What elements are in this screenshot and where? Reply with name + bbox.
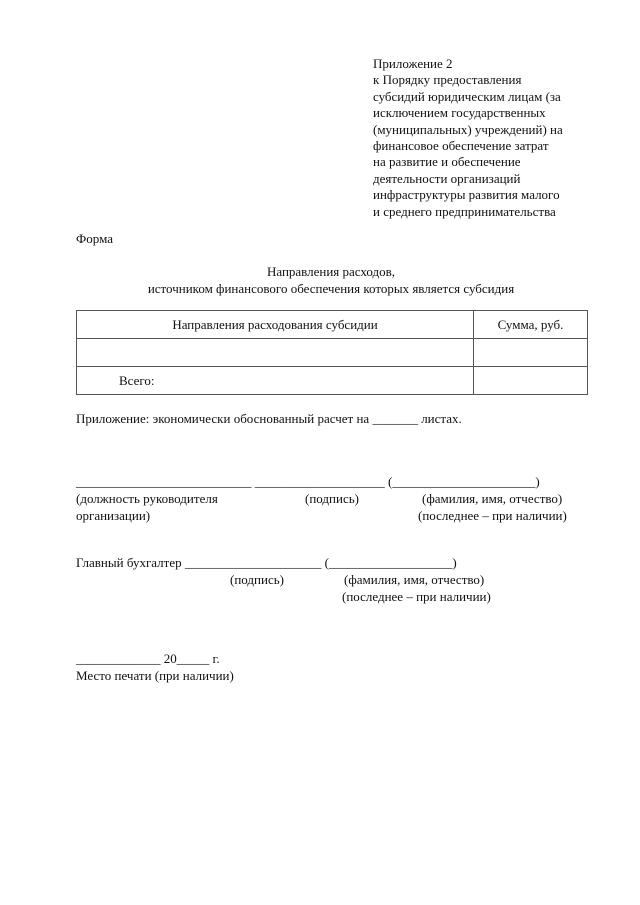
- appendix-line: субсидий юридическим лицам (за: [373, 88, 561, 104]
- attachment-note: Приложение: экономически обоснованный расчет на _______ листах.: [76, 411, 462, 426]
- total-amount-cell[interactable]: [474, 367, 588, 395]
- organization-label: организации): [76, 508, 151, 523]
- appendix-line: (муниципальных) учреждений) на: [373, 121, 563, 137]
- accountant-name-note: (последнее – при наличии): [342, 589, 491, 604]
- appendix-line: исключением государственных: [373, 105, 546, 121]
- document-title-line-2: источником финансового обеспечения которых является субсидия: [147, 281, 515, 296]
- appendix-line: на развитие и обеспечение: [373, 154, 521, 170]
- stamp-label: Место печати (при наличии): [76, 668, 234, 683]
- head-signature-label: (подпись): [305, 491, 359, 506]
- header-direction: Направления расходования субсидии: [77, 311, 474, 339]
- form-label: Форма: [76, 231, 113, 246]
- row-amount-cell[interactable]: [474, 339, 588, 367]
- position-label: (должность руководителя: [76, 491, 218, 506]
- total-label: Всего:: [77, 367, 474, 395]
- appendix-line: Приложение 2: [373, 56, 453, 71]
- appendix-line: и среднего предпринимательства: [373, 203, 556, 219]
- appendix-line: деятельности организаций: [373, 170, 521, 186]
- accountant-signature-line: Главный бухгалтер _____________________ (___________________): [76, 555, 457, 570]
- appendix-line: к Порядку предоставления: [373, 72, 522, 88]
- row-direction-cell[interactable]: [77, 339, 474, 367]
- header-amount: Сумма, руб.: [474, 311, 588, 339]
- date-line: _____________ 20_____ г.: [76, 651, 220, 666]
- head-signature-line: ___________________________ ____________________ (______________________): [76, 474, 540, 489]
- appendix-line: финансовое обеспечение затрат: [373, 138, 549, 154]
- accountant-signature-label: (подпись): [230, 572, 284, 587]
- appendix-header: [373, 56, 613, 220]
- document-title-line-1: Направления расходов,: [266, 264, 396, 279]
- table-total-row: [77, 367, 588, 395]
- head-name-note: (последнее – при наличии): [418, 508, 567, 523]
- accountant-name-label: (фамилия, имя, отчество): [344, 572, 485, 587]
- expenses-table: [76, 310, 588, 395]
- table-header-row: [77, 311, 588, 339]
- table-row: [77, 339, 588, 367]
- appendix-line: инфраструктуры развития малого: [373, 187, 560, 203]
- head-name-label: (фамилия, имя, отчество): [422, 491, 563, 506]
